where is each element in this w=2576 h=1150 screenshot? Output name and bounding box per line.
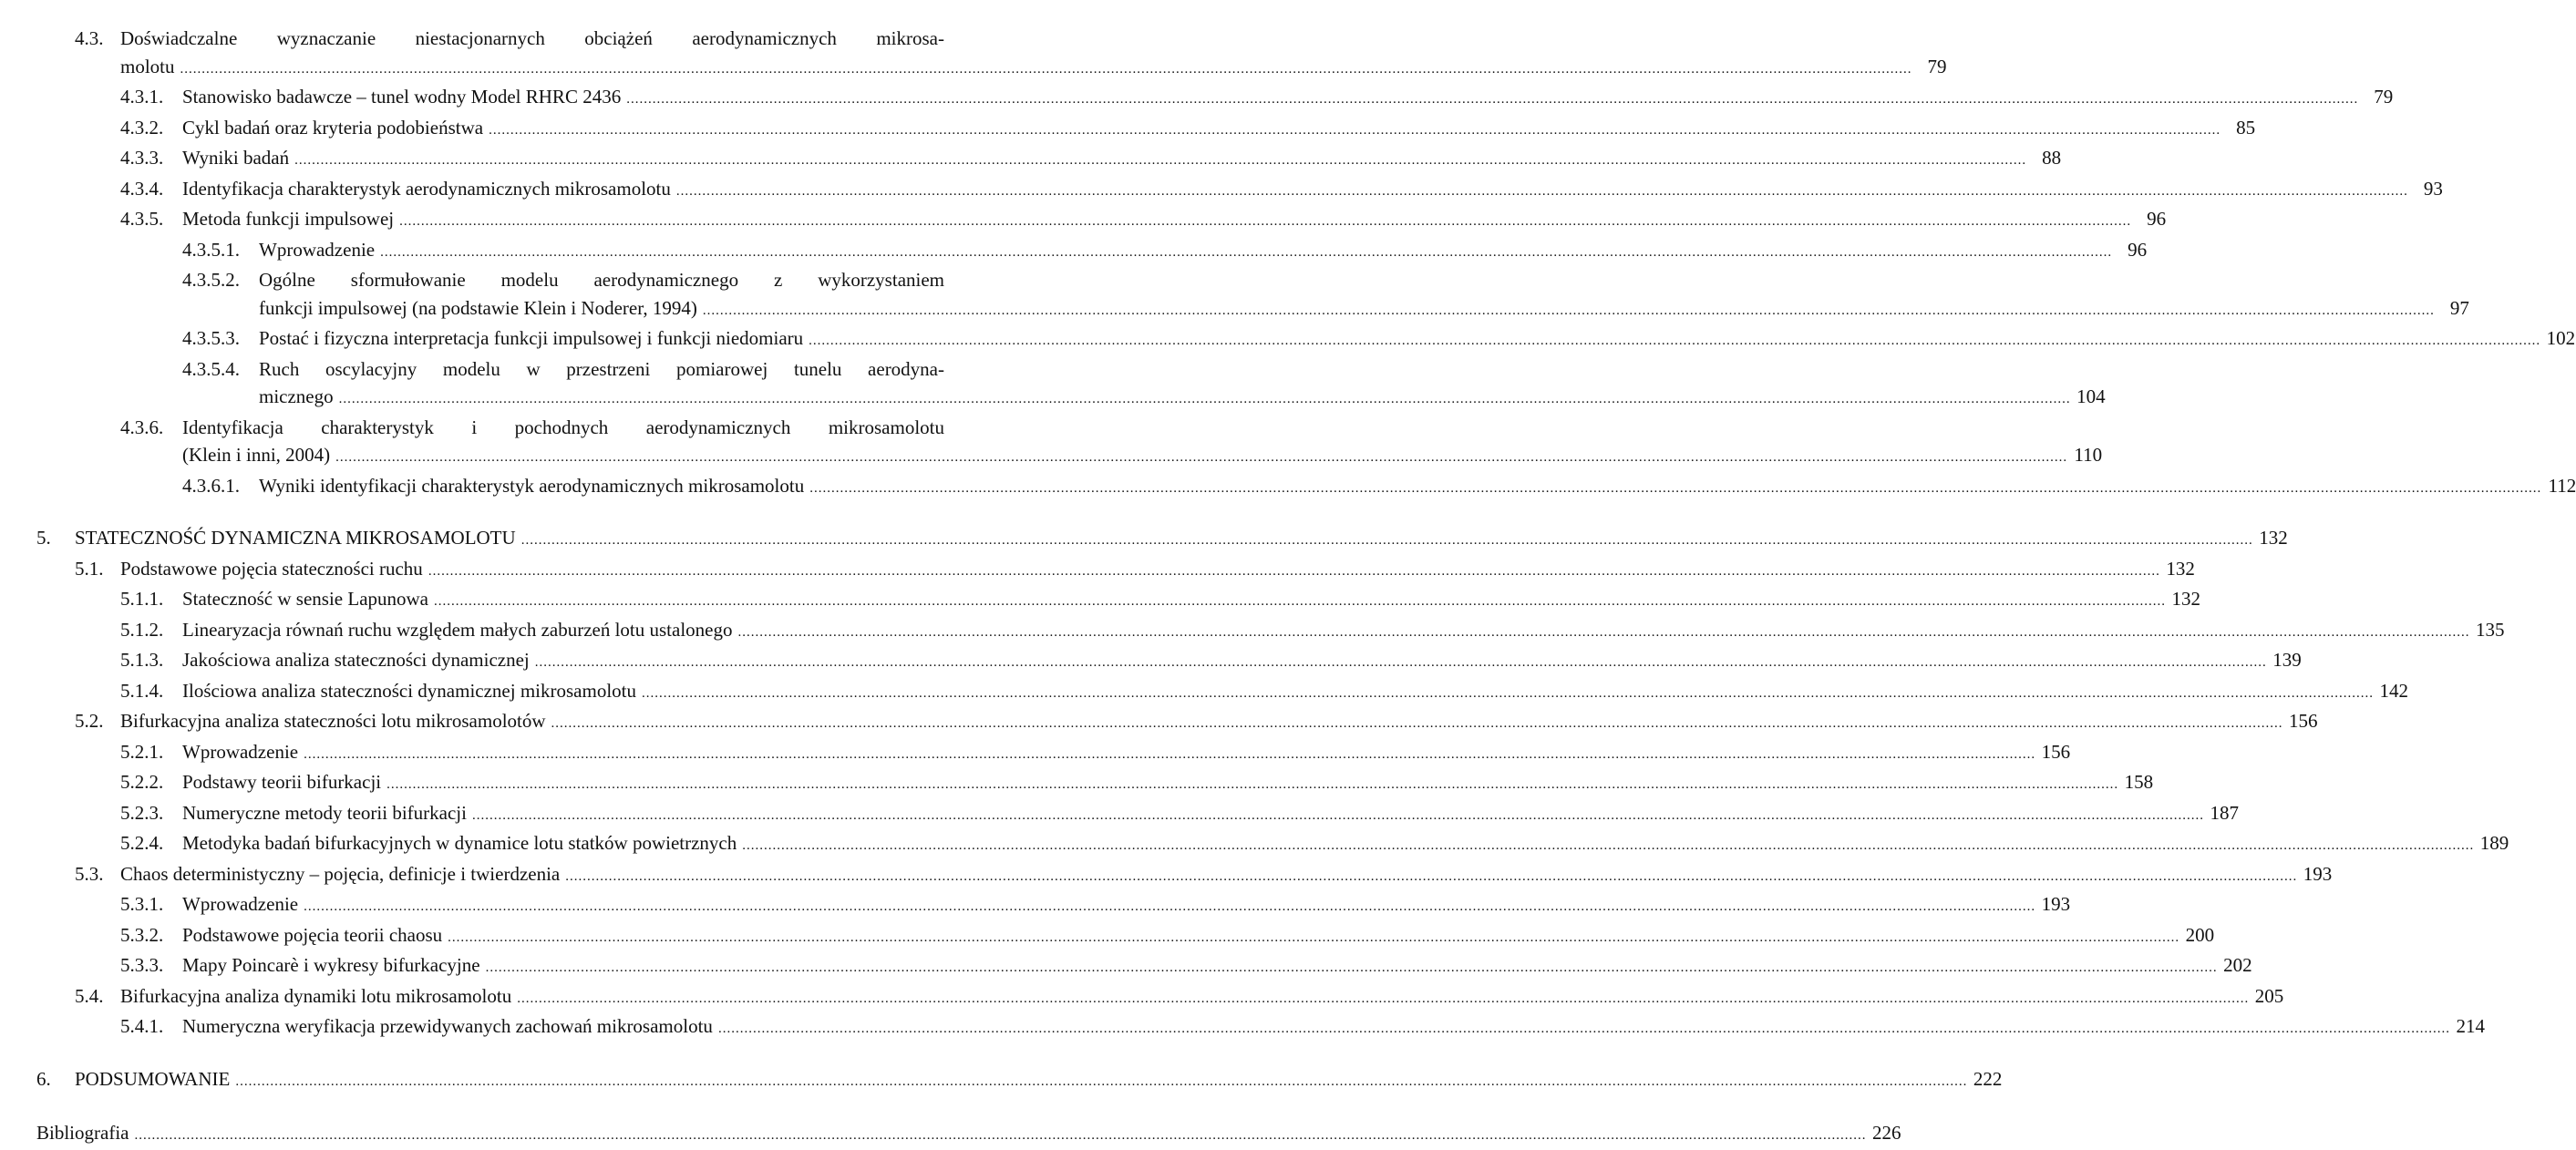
toc-entry-page: 214 bbox=[2456, 1015, 2485, 1037]
toc-entry-title: Podstawy teorii bifurkacji bbox=[182, 771, 382, 793]
toc-entry-page: 132 bbox=[2259, 527, 2288, 549]
toc-entry-number: 5.2.4. bbox=[120, 832, 164, 854]
dot-leader: ................................................................................................................................................................................................................................................................................................................................................................................................................ bbox=[626, 92, 2359, 107]
toc-entry-title: Metodyka badań bifurkacyjnych w dynamice lotu statków powietrznych bbox=[182, 832, 737, 854]
toc-entry-page: 135 bbox=[2476, 618, 2505, 641]
toc-entry-page: 142 bbox=[2379, 679, 2408, 702]
toc-entry bbox=[36, 677, 2408, 708]
toc-entry-page: 187 bbox=[2210, 801, 2239, 824]
toc-entry-number: 5.3.1. bbox=[120, 893, 164, 915]
toc-entry bbox=[36, 799, 2239, 830]
toc-entry-number: 4.3.5.3. bbox=[182, 327, 240, 349]
toc-entry-number: 5.2. bbox=[75, 710, 104, 732]
toc-entry-page: 93 bbox=[2423, 177, 2443, 200]
dot-leader: ................................................................................................................................................................................................................................................................................................................................................................................................................ bbox=[235, 1073, 1968, 1089]
toc-entry-number: 5.1.2. bbox=[120, 618, 164, 641]
toc-entry-title-line: Ogólne sformułowanie modelu aerodynamicznego z wykorzystaniem bbox=[259, 269, 944, 291]
toc-entry bbox=[36, 768, 2154, 799]
toc-entry-page: 85 bbox=[2236, 116, 2256, 139]
toc-entry-title: PODSUMOWANIE bbox=[75, 1067, 231, 1090]
dot-leader: ................................................................................................................................................................................................................................................................................................................................................................................................................ bbox=[675, 183, 2408, 199]
dot-leader: ................................................................................................................................................................................................................................................................................................................................................................................................................ bbox=[304, 899, 2036, 914]
toc-entry-title: Linearyzacja równań ruchu względem małych zaburzeń lotu ustalonego bbox=[182, 618, 733, 641]
toc-entry bbox=[36, 144, 2062, 175]
toc-entry-title: Wyniki badań bbox=[182, 147, 290, 169]
toc-entry-page: 102 bbox=[2546, 327, 2576, 349]
toc-entry bbox=[36, 829, 2509, 860]
toc-entry-title: Podstawowe pojęcia stateczności ruchu bbox=[120, 557, 423, 580]
toc-entry bbox=[36, 1065, 2003, 1096]
toc-entry-number: 6. bbox=[36, 1067, 51, 1090]
toc-entry-title: Numeryczna weryfikacja przewidywanych zachowań mikrosamolotu bbox=[182, 1015, 713, 1037]
toc-entry-page: 88 bbox=[2042, 147, 2062, 169]
toc-entry-number: 4.3.2. bbox=[120, 116, 164, 139]
toc-entry-page: 205 bbox=[2254, 984, 2284, 1007]
toc-entry-page: 110 bbox=[2074, 444, 2103, 466]
toc-entry-number: 5.1.3. bbox=[120, 649, 164, 671]
toc-entry-page: 193 bbox=[2303, 862, 2333, 885]
toc-entry-page: 222 bbox=[1973, 1067, 2003, 1090]
toc-entry-number: 5.1. bbox=[75, 557, 104, 580]
toc-entry-page: 158 bbox=[2124, 771, 2154, 793]
toc-entry-page: 189 bbox=[2479, 832, 2509, 854]
toc-entry-page: 193 bbox=[2041, 893, 2071, 915]
dot-leader: ................................................................................................................................................................................................................................................................................................................................................................................................................ bbox=[380, 244, 2113, 260]
dot-leader: ................................................................................................................................................................................................................................................................................................................................................................................................................ bbox=[717, 1022, 2450, 1036]
toc-entry-page: 97 bbox=[2449, 296, 2469, 319]
dot-leader: ................................................................................................................................................................................................................................................................................................................................................................................................................ bbox=[304, 746, 2036, 762]
toc-entry bbox=[36, 414, 2103, 472]
toc-entry-number: 5.2.3. bbox=[120, 801, 164, 824]
dot-leader: ................................................................................................................................................................................................................................................................................................................................................................................................................ bbox=[742, 838, 2475, 853]
toc-entry-title: (Klein i inni, 2004) bbox=[182, 444, 331, 466]
dot-leader: ................................................................................................................................................................................................................................................................................................................................................................................................................ bbox=[489, 122, 2221, 138]
toc-entry-number: 5. bbox=[36, 527, 51, 549]
toc-entry-title: funkcji impulsowej (na podstawie Klein i Noderer, 1994) bbox=[259, 296, 697, 319]
toc-entry-page: 79 bbox=[2374, 86, 2394, 108]
toc-entry-page: 112 bbox=[2548, 474, 2576, 497]
toc-entry bbox=[36, 114, 2256, 145]
toc-entry bbox=[36, 236, 2148, 267]
toc-entry-number: 5.3.3. bbox=[120, 954, 164, 976]
toc-entry-page: 96 bbox=[2128, 238, 2148, 261]
toc-entry bbox=[36, 1012, 2485, 1043]
toc-entry-title: Postać i fizyczna interpretacja funkcji impulsowej i funkcji niedomiaru bbox=[259, 327, 804, 349]
toc-entry-title: Wyniki identyfikacji charakterystyk aerodynamicznych mikrosamolotu bbox=[259, 474, 805, 497]
toc-entry-number: 4.3.5.1. bbox=[182, 238, 240, 261]
toc-entry-page: 200 bbox=[2185, 923, 2215, 946]
toc-entry-title: STATECZNOŚĆ DYNAMICZNA MIKROSAMOLOTU bbox=[75, 527, 516, 549]
toc-entry bbox=[36, 355, 2106, 414]
toc-entry-title: Numeryczne metody teorii bifurkacji bbox=[182, 801, 467, 824]
toc-entry-title: Ilościowa analiza stateczności dynamicznej mikrosamolotu bbox=[182, 679, 636, 702]
toc-entry bbox=[36, 951, 2252, 982]
toc-entry bbox=[36, 860, 2333, 891]
toc-entry bbox=[36, 890, 2071, 921]
toc-entry bbox=[36, 524, 2288, 555]
toc-entry-title: Chaos deterministyczny – pojęcia, definicje i twierdzenia bbox=[120, 862, 561, 885]
toc-entry bbox=[36, 616, 2505, 647]
toc-entry-page: 156 bbox=[2289, 710, 2318, 732]
dot-leader: ................................................................................................................................................................................................................................................................................................................................................................................................................ bbox=[642, 685, 2374, 701]
toc-entry bbox=[36, 175, 2443, 206]
dot-leader: ................................................................................................................................................................................................................................................................................................................................................................................................................ bbox=[565, 868, 2298, 884]
toc-entry-number: 5.1.4. bbox=[120, 679, 164, 702]
toc-entry-number: 5.2.1. bbox=[120, 740, 164, 763]
dot-leader: ................................................................................................................................................................................................................................................................................................................................................................................................................ bbox=[471, 807, 2204, 823]
dot-leader: ................................................................................................................................................................................................................................................................................................................................................................................................................ bbox=[517, 991, 2250, 1006]
toc-entry-number: 4.3.5.4. bbox=[182, 357, 240, 380]
toc-entry-title: Bifurkacyjna analiza dynamiki lotu mikrosamolotu bbox=[120, 984, 512, 1007]
toc-entry-number: 4.3. bbox=[75, 27, 104, 49]
toc-entry-number: 5.2.2. bbox=[120, 771, 164, 793]
toc-entry-title: Wprowadzenie bbox=[182, 893, 299, 915]
toc-entry-number: 5.1.1. bbox=[120, 588, 164, 610]
dot-leader: ................................................................................................................................................................................................................................................................................................................................................................................................................ bbox=[702, 303, 2435, 318]
toc-entry-title: Mapy Poincarè i wykresy bifurkacyjne bbox=[182, 954, 480, 976]
dot-leader: ................................................................................................................................................................................................................................................................................................................................................................................................................ bbox=[485, 960, 2218, 975]
toc-entry-title: micznego bbox=[259, 385, 334, 407]
toc-entry-title: Bibliografia bbox=[36, 1122, 129, 1144]
toc-entry-number: 5.4. bbox=[75, 984, 104, 1007]
toc-entry-number: 4.3.6. bbox=[120, 416, 164, 438]
toc-entry-number: 4.3.3. bbox=[120, 147, 164, 169]
dot-leader: ................................................................................................................................................................................................................................................................................................................................................................................................................ bbox=[335, 450, 2068, 465]
dot-leader: ................................................................................................................................................................................................................................................................................................................................................................................................................ bbox=[428, 563, 2160, 579]
toc-entry-title-line: Ruch oscylacyjny modelu w przestrzeni pomiarowej tunelu aerodyna- bbox=[259, 357, 944, 380]
toc-entry bbox=[36, 205, 2167, 236]
dot-leader: ................................................................................................................................................................................................................................................................................................................................................................................................................ bbox=[809, 480, 2542, 496]
toc-entry-title: Metoda funkcji impulsowej bbox=[182, 208, 395, 230]
toc-entry-page: 202 bbox=[2223, 954, 2252, 976]
toc-entry bbox=[36, 585, 2200, 616]
toc-entry-title: Podstawowe pojęcia teorii chaosu bbox=[182, 923, 443, 946]
toc-entry bbox=[36, 1119, 1901, 1150]
toc-entry bbox=[36, 707, 2318, 738]
toc-entry-title: Stanowisko badawcze – tunel wodny Model RHRC 2436 bbox=[182, 86, 622, 108]
dot-leader: ................................................................................................................................................................................................................................................................................................................................................................................................................ bbox=[338, 392, 2071, 406]
toc-entry bbox=[36, 646, 2302, 677]
table-of-contents bbox=[36, 25, 2576, 1150]
dot-leader: ................................................................................................................................................................................................................................................................................................................................................................................................................ bbox=[809, 334, 2541, 348]
toc-entry-number: 5.3.2. bbox=[120, 923, 164, 946]
toc-entry-page: 96 bbox=[2147, 208, 2167, 230]
toc-entry-title: Wprowadzenie bbox=[259, 238, 376, 261]
toc-entry-title: Wprowadzenie bbox=[182, 740, 299, 763]
toc-entry bbox=[36, 83, 2394, 114]
dot-leader: ................................................................................................................................................................................................................................................................................................................................................................................................................ bbox=[294, 153, 2027, 168]
dot-leader: ................................................................................................................................................................................................................................................................................................................................................................................................................ bbox=[434, 594, 2166, 609]
dot-leader: ................................................................................................................................................................................................................................................................................................................................................................................................................ bbox=[386, 777, 2119, 792]
toc-entry-number: 5.3. bbox=[75, 862, 104, 885]
toc-entry-number: 4.3.5.2. bbox=[182, 269, 240, 291]
toc-entry-title: Stateczność w sensie Lapunowa bbox=[182, 588, 428, 610]
toc-entry-number: 4.3.1. bbox=[120, 86, 164, 108]
toc-entry-number: 5.4.1. bbox=[120, 1015, 164, 1037]
toc-entry-title: Identyfikacja charakterystyk aerodynamicznych mikrosamolotu bbox=[182, 177, 671, 200]
toc-entry-page: 104 bbox=[2076, 385, 2106, 407]
toc-entry bbox=[36, 982, 2284, 1013]
toc-entry-page: 226 bbox=[1871, 1122, 1901, 1144]
toc-entry-number: 4.3.4. bbox=[120, 177, 164, 200]
dot-leader: ................................................................................................................................................................................................................................................................................................................................................................................................................ bbox=[399, 214, 2132, 229]
toc-entry-page: 139 bbox=[2272, 649, 2302, 671]
dot-leader: ................................................................................................................................................................................................................................................................................................................................................................................................................ bbox=[180, 61, 1912, 77]
dot-leader: ................................................................................................................................................................................................................................................................................................................................................................................................................ bbox=[448, 929, 2180, 945]
toc-entry-title-line: Identyfikacja charakterystyk i pochodnych aerodynamicznych mikrosamolotu bbox=[182, 416, 944, 438]
toc-entry-title: Cykl badań oraz kryteria podobieństwa bbox=[182, 116, 484, 139]
toc-entry bbox=[36, 266, 2469, 324]
toc-entry bbox=[36, 472, 2576, 503]
toc-entry-page: 132 bbox=[2171, 588, 2200, 610]
toc-entry-page: 79 bbox=[1927, 55, 1947, 77]
toc-entry-number: 4.3.6.1. bbox=[182, 474, 240, 497]
toc-entry-title-line: Doświadczalne wyznaczanie niestacjonarnych obciążeń aerodynamicznych mikrosa- bbox=[120, 27, 944, 49]
toc-entry-title: molotu bbox=[120, 55, 175, 77]
toc-entry bbox=[36, 555, 2195, 586]
dot-leader: ................................................................................................................................................................................................................................................................................................................................................................................................................ bbox=[520, 533, 2253, 548]
toc-entry-title: Jakościowa analiza stateczności dynamicznej bbox=[182, 649, 530, 671]
dot-leader: ................................................................................................................................................................................................................................................................................................................................................................................................................ bbox=[737, 624, 2470, 640]
toc-entry-page: 156 bbox=[2041, 740, 2071, 763]
toc-entry bbox=[36, 921, 2215, 952]
toc-entry-number: 4.3.5. bbox=[120, 208, 164, 230]
dot-leader: ................................................................................................................................................................................................................................................................................................................................................................................................................ bbox=[534, 655, 2267, 670]
dot-leader: ................................................................................................................................................................................................................................................................................................................................................................................................................ bbox=[134, 1128, 1867, 1143]
toc-entry bbox=[36, 324, 2576, 355]
toc-entry bbox=[36, 738, 2071, 769]
toc-entry-page: 132 bbox=[2166, 557, 2195, 580]
toc-entry bbox=[36, 25, 1947, 83]
dot-leader: ................................................................................................................................................................................................................................................................................................................................................................................................................ bbox=[551, 716, 2283, 731]
toc-entry-title: Bifurkacyjna analiza stateczności lotu mikrosamolotów bbox=[120, 710, 546, 732]
